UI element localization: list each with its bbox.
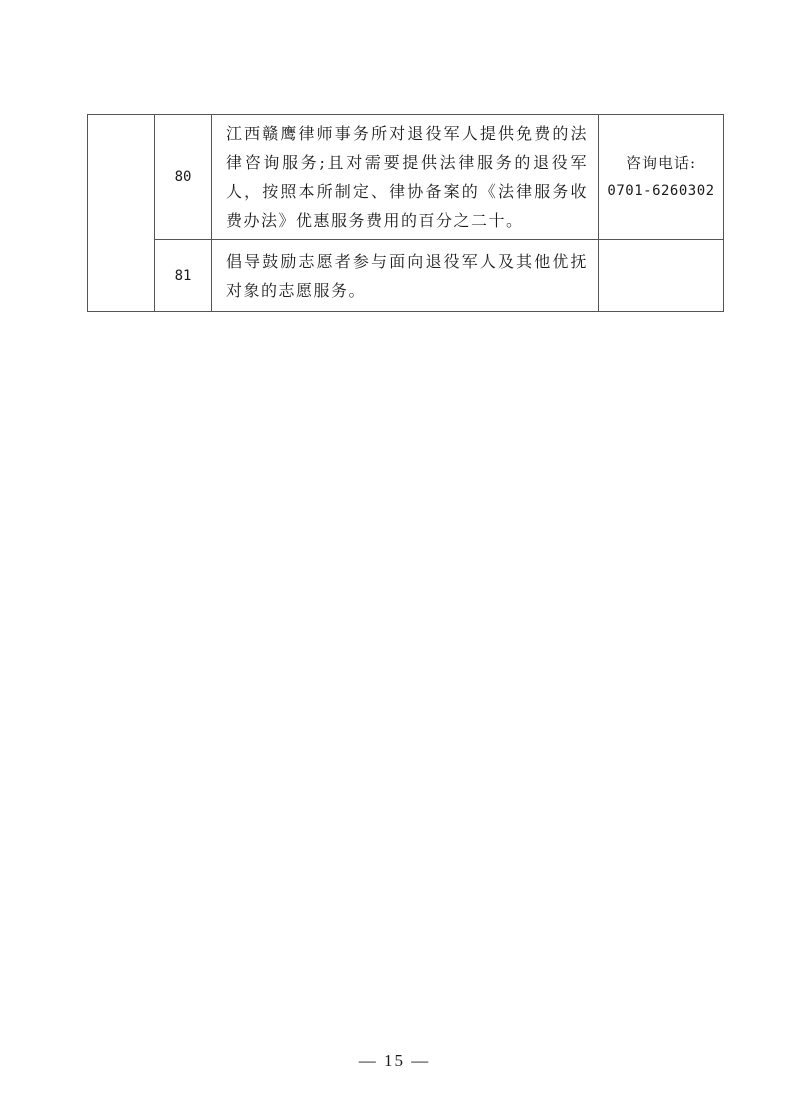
table-row bbox=[88, 240, 724, 312]
item-content: 倡导鼓励志愿者参与面向退役军人及其他优抚对象的志愿服务。 bbox=[212, 240, 599, 312]
item-content: 江西赣鹰律师事务所对退役军人提供免费的法律咨询服务;且对需要提供法律服务的退役军人，按照本所制定、律协备案的《法律服务收费办法》优惠服务费用的百分之二十。 bbox=[212, 115, 599, 240]
category-cell bbox=[88, 115, 155, 312]
contact-phone: 0701-6260302 bbox=[607, 183, 715, 199]
page-number: — 15 — bbox=[358, 1051, 431, 1070]
table-row bbox=[88, 115, 724, 240]
contact-cell bbox=[599, 115, 724, 240]
contact-label: 咨询电话: bbox=[625, 154, 697, 172]
item-number: 81 bbox=[155, 240, 212, 312]
service-table bbox=[87, 114, 724, 312]
item-number: 80 bbox=[155, 115, 212, 240]
contact-cell bbox=[599, 240, 724, 312]
